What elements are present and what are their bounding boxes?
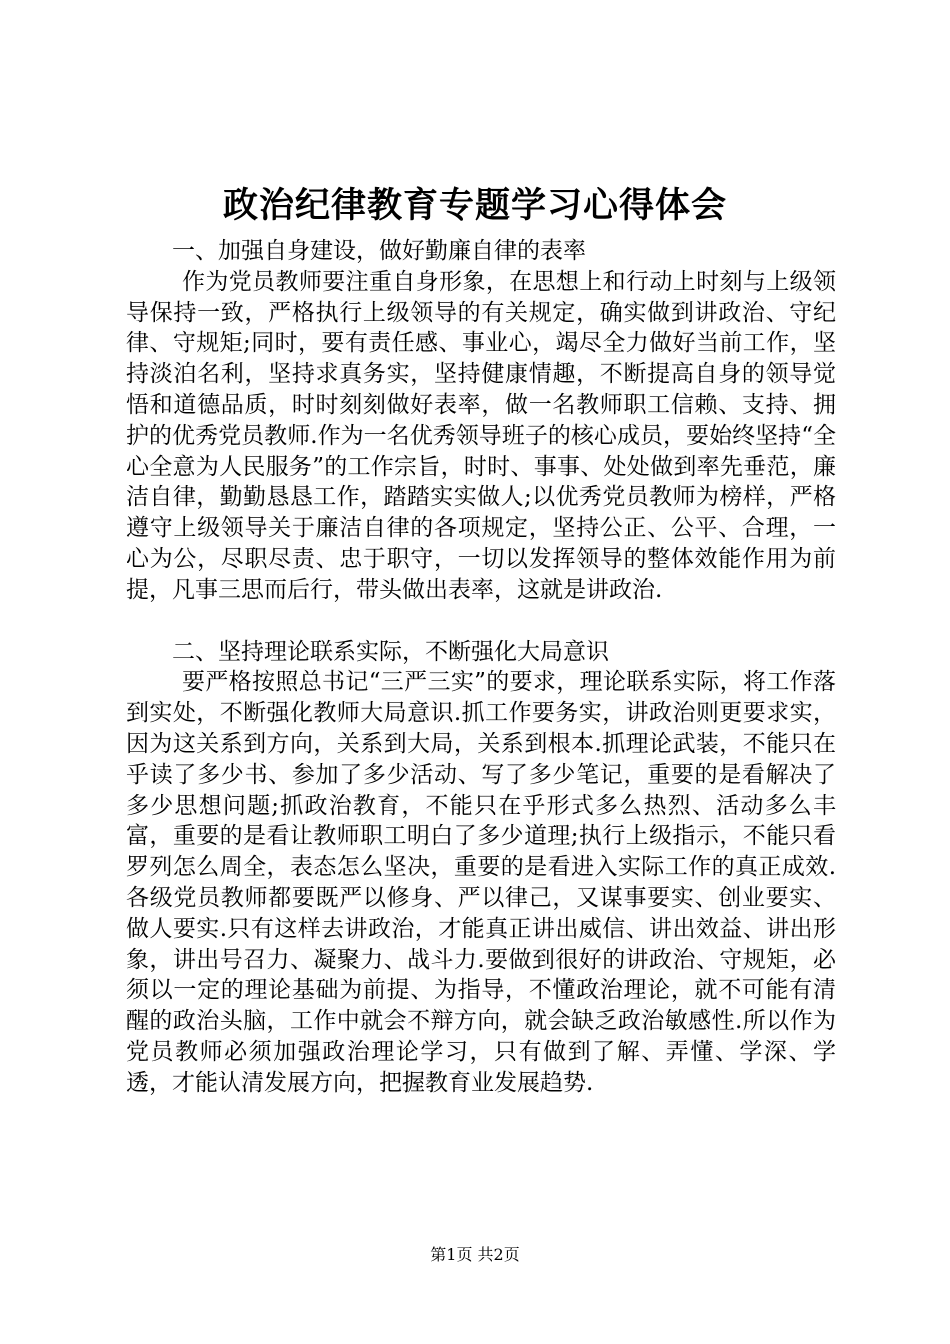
section-1-paragraph: 作为党员教师要注重自身形象，在思想上和行动上时刻与上级领导保持一致，严格执行上级领导的有关规定，确实做到讲政治、守纪律、守规矩;同时，要有责任感、事业心，竭尽全力做好当前工作，坚持淡泊名利，坚持求真务实，坚持健康情趣，不断提高自身的领导觉悟和道德品质，时时刻刻做好表率，做一名教师职工信赖、支持、拥护的优秀党员教师.作为一名优秀领导班子的核心成员，要始终坚持“全心全意为人民服务”的工作宗旨，时时、事事、处处做到率先垂范，廉洁自律，勤勤恳恳工作，踏踏实实做人;以优秀党员教师为榜样，严格遵守上级领导关于廉洁自律的各项规定，坚持公正、公平、合理，一心为公，尽职尽责、忠于职守，一切以发挥领导的整体效能作用为前提，凡事三思而后行，带头做出表率，这就是讲政治. (126, 268, 836, 603)
section-1-heading: 一、加强自身建设，做好勤廉自律的表率 (172, 238, 586, 264)
section-2 (126, 637, 836, 1099)
page-footer: 第1页 共2页 (430, 1245, 520, 1264)
document-title: 政治纪律教育专题学习心得体会 (222, 185, 727, 226)
section-spacer (126, 606, 836, 637)
document-body (126, 236, 836, 1099)
section-2-heading: 二、坚持理论联系实际，不断强化大局意识 (172, 638, 609, 665)
section-1 (126, 236, 836, 606)
section-2-paragraph: 要严格按照总书记“三严三实”的要求，理论联系实际，将工作落到实处，不断强化教师大局意识.抓工作要务实，讲政治则更要求实，因为这关系到方向，关系到大局，关系到根本.抓理论武装，不能只在乎读了多少书、参加了多少活动、写了多少笔记，重要的是看解决了多少思想问题;抓政治教育，不能只在乎形式多么热烈、活动多么丰富，重要的是看让教师职工明白了多少道理;执行上级指示，不能只看罗列怎么周全，表态怎么坚决，重要的是看进入实际工作的真正成效.各级党员教师都要既严以修身、严以律己，又谋事要实、创业要实、做人要实.只有这样去讲政治，才能真正讲出威信、讲出效益、讲出形象，讲出号召力、凝聚力、战斗力.要做到很好的讲政治、守规矩，必须以一定的理论基础为前提、为指导，不懂政治理论，就不可能有清醒的政治头脑，工作中就会不辩方向，就会缺乏政治敏感性.所以作为党员教师必须加强政治理论学习，只有做到了解、弄懂、学深、学透，才能认清发展方向，把握教育业发展趋势. (126, 669, 836, 1096)
